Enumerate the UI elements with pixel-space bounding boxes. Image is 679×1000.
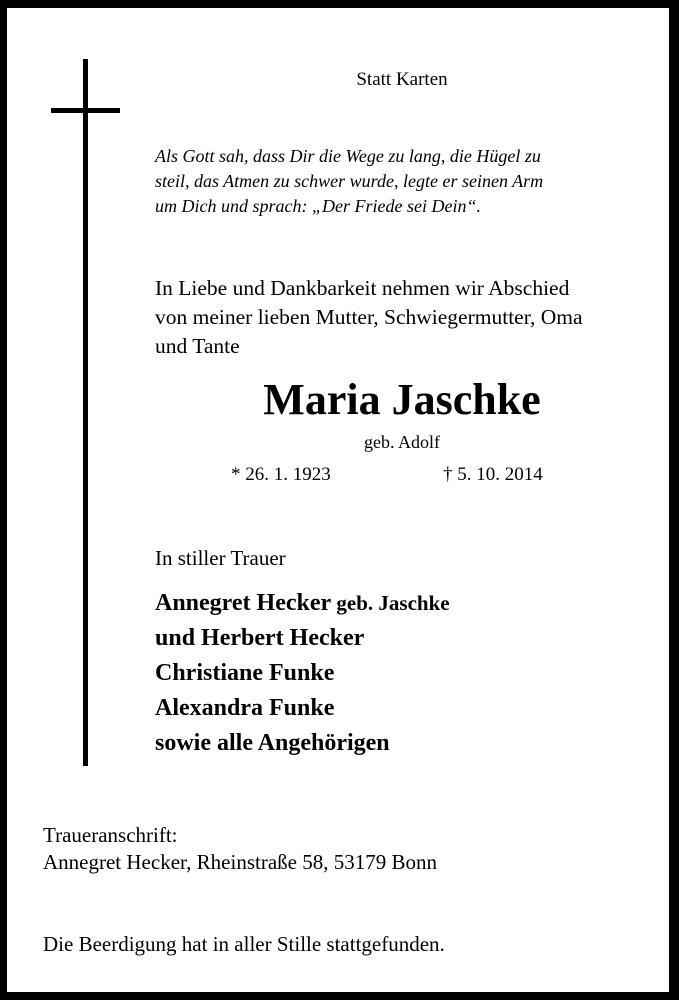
statt-karten-heading: Statt Karten (356, 69, 448, 90)
death-date: † 5. 10. 2014 (443, 464, 543, 485)
address-value: Annegret Hecker, Rheinstraße 58, 53179 Bonn (43, 850, 437, 874)
address-label: Traueranschrift: (43, 823, 178, 847)
mourner-item: und Herbert Hecker (155, 625, 365, 651)
intro-line: von meiner lieben Mutter, Schwiegermutter, Oma (155, 305, 583, 329)
mourning-heading: In stiller Trauer (155, 546, 286, 570)
intro-line: In Liebe und Dankbarkeit nehmen wir Abschied (155, 276, 570, 300)
mourner-item: Annegret Hecker geb. Jaschke (155, 590, 450, 616)
intro-line: und Tante (155, 334, 240, 358)
poem-line: Als Gott sah, dass Dir die Wege zu lang, die Hügel zu (155, 146, 541, 166)
mourner-item: sowie alle Angehörigen (155, 730, 390, 756)
poem-line: um Dich und sprach: „Der Friede sei Dein“. (155, 196, 481, 216)
funeral-note: Die Beerdigung hat in aller Stille stattgefunden. (43, 932, 445, 956)
mourning-address (43, 822, 437, 876)
poem-verse (155, 144, 543, 219)
deceased-name: Maria Jaschke (263, 375, 541, 424)
mourners-list (155, 586, 450, 761)
mourner-item: Christiane Funke (155, 660, 335, 686)
mourner-suffix: geb. Jaschke (331, 591, 450, 615)
birth-date: * 26. 1. 1923 (231, 464, 331, 485)
poem-line: steil, das Atmen zu schwer wurde, legte er seinen Arm (155, 171, 544, 191)
intro-text (155, 274, 583, 361)
mourner-item: Alexandra Funke (155, 695, 335, 721)
cross-horizontal-bar (51, 108, 120, 113)
birth-name: geb. Adolf (364, 432, 440, 452)
obituary-card (7, 8, 669, 992)
